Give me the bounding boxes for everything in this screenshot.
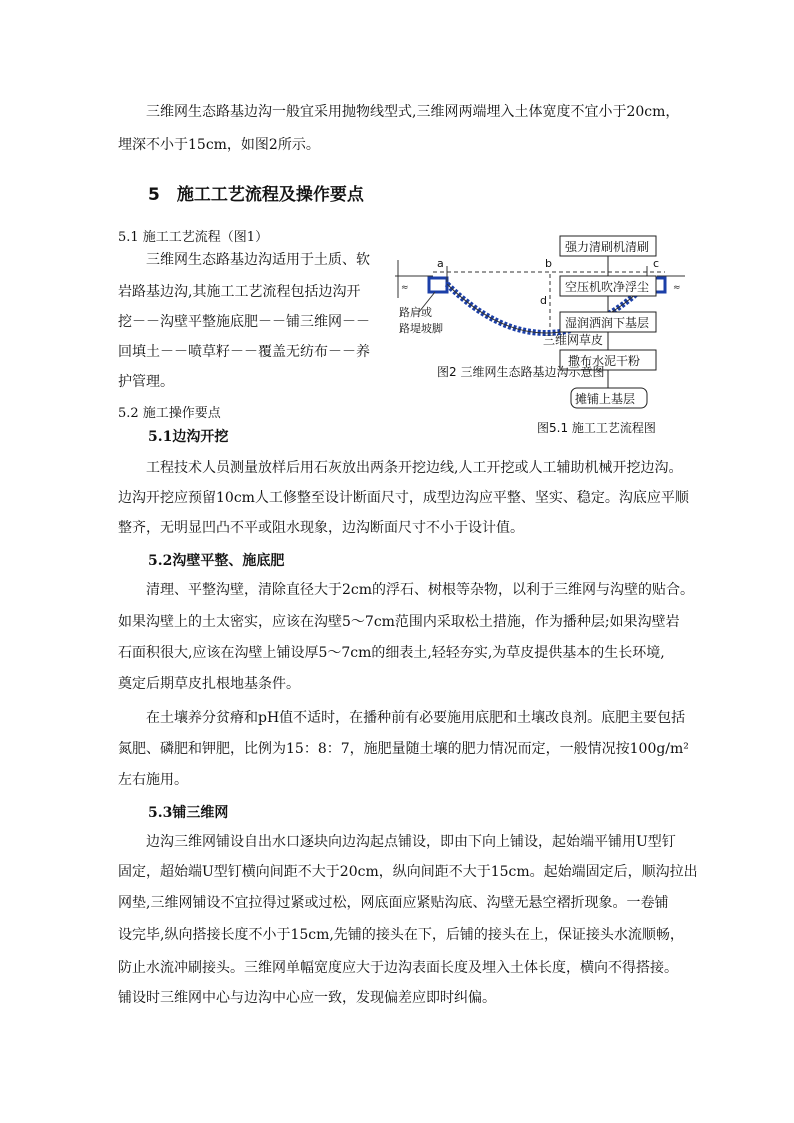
caption-fig2: 图2 三维网生态路基边沟示意图: [437, 365, 605, 379]
label-b: b: [545, 257, 552, 270]
label-shoulder-1: 路肩或: [399, 306, 432, 319]
subsection-heading: 5.2 施工操作要点: [118, 406, 221, 421]
section-heading: 5 施工工艺流程及操作要点: [148, 185, 364, 205]
paragraph-line: 三维网生态路基边沟一般宜采用抛物线型式,三维网两端埋入土体宽度不宜小于20cm，: [118, 104, 680, 120]
figure-ditch-flowchart: [395, 232, 685, 442]
paragraph-line: 工程技术人员测量放样后用石灰放出两条开挖边线,人工开挖或人工辅助机械开挖边沟。: [118, 460, 683, 476]
svg-text:摊铺上基层: 摊铺上基层: [575, 392, 636, 406]
paragraph-line: 网垫,三维网铺设不宜拉得过紧或过松，网底面应紧贴沟底、沟壁无悬空褶折现象。一卷铺: [118, 895, 669, 911]
paragraph-line: 挖－－沟壁平整施底肥－－铺三维网－－: [118, 314, 370, 330]
paragraph-line: 回填土－－喷草籽－－覆盖无纺布－－养: [118, 344, 370, 360]
paragraph-line: 在土壤养分贫瘠和pH值不适时，在播种前有必要施用底肥和土壤改良剂。底肥主要包括: [118, 710, 686, 726]
paragraph-line: 固定，超始端U型钉横向间距不大于20cm，纵向间距不大于15cm。起始端固定后，顺沟拉出: [118, 864, 698, 880]
subsection-heading: 5.2沟壁平整、施底肥: [148, 553, 285, 569]
label-shoulder-2: 路堤坡脚: [399, 322, 443, 335]
paragraph-line: 设完毕,纵向搭接长度不小于15cm,先铺的接头在下，后铺的接头在上，保证接头水流顺畅，: [118, 927, 684, 943]
label-c: c: [653, 257, 660, 270]
paragraph-line: 铺设时三维网中心与边沟中心应一致，发现偏差应即时纠偏。: [118, 990, 496, 1006]
paragraph-line: 边沟开挖应预留10cm人工修整至设计断面尺寸，成型边沟应平整、坚实、稳定。沟底应平顺: [118, 490, 689, 506]
flow-step: [560, 312, 656, 332]
label-d: d: [540, 294, 547, 307]
paragraph-line: 边沟三维网铺设自出水口逐块向边沟起点铺设，即由下向上铺设，起始端平铺用U型钉: [118, 834, 676, 850]
figure-svg: [395, 232, 685, 442]
paragraph-line: 左右施用。: [118, 772, 188, 788]
flow-step: [560, 276, 656, 296]
paragraph-line: 奠定后期草皮扎根地基条件。: [118, 676, 300, 692]
svg-text:≈: ≈: [673, 283, 681, 293]
flow-step: [560, 236, 656, 256]
label-grass: 三维网草皮: [543, 333, 604, 347]
paragraph-line: 氮肥、磷肥和钾肥，比例为15：8：7，施肥量随土壤的肥力情况而定，一般情况按100g/m²: [118, 741, 689, 757]
paragraph-line: 护管理。: [118, 374, 174, 390]
svg-text:强力清刷机清刷: 强力清刷机清刷: [565, 240, 650, 254]
svg-text:空压机吹净浮尘: 空压机吹净浮尘: [565, 280, 650, 294]
paragraph-line: 埋深不小于15cm，如图2所示。: [118, 137, 320, 153]
subsection-heading: 5.1边沟开挖: [148, 429, 229, 445]
paragraph-line: 岩路基边沟,其施工工艺流程包括边沟开: [118, 284, 361, 300]
subsection-heading: 5.3铺三维网: [148, 805, 229, 821]
flow-step: [571, 388, 647, 408]
svg-text:湿润洒润下基层: 湿润洒润下基层: [565, 316, 650, 330]
label-a: a: [437, 257, 444, 270]
paragraph-line: 清理、平整沟壁，清除直径大于2cm的浮石、树根等杂物，以利于三维网与沟壁的贴合。: [118, 582, 695, 598]
paragraph-line: 防止水流冲刷接头。三维网单幅宽度应大于边沟表面长度及埋入土体长度，横向不得搭接。: [118, 960, 678, 976]
paragraph-line: 三维网生态路基边沟适用于土质、软: [118, 252, 370, 268]
paragraph-line: 整齐，无明显凹凸不平或阻水现象，边沟断面尺寸不小于设计值。: [118, 520, 524, 536]
paragraph-line: 如果沟壁上的土太密实，应该在沟壁5～7cm范围内采取松土措施，作为播种层;如果沟壁岩: [118, 614, 680, 630]
paragraph-line: 石面积很大,应该在沟壁上铺设厚5～7cm的细表土,轻轻夯实,为草皮提供基本的生长环境,: [118, 645, 665, 661]
subsection-heading: 5.1 施工工艺流程（图1）: [118, 230, 269, 245]
svg-text:撒布水泥干粉: 撒布水泥干粉: [568, 354, 641, 368]
svg-text:≈: ≈: [401, 283, 409, 293]
caption-fig51: 图5.1 施工工艺流程图: [537, 421, 656, 435]
